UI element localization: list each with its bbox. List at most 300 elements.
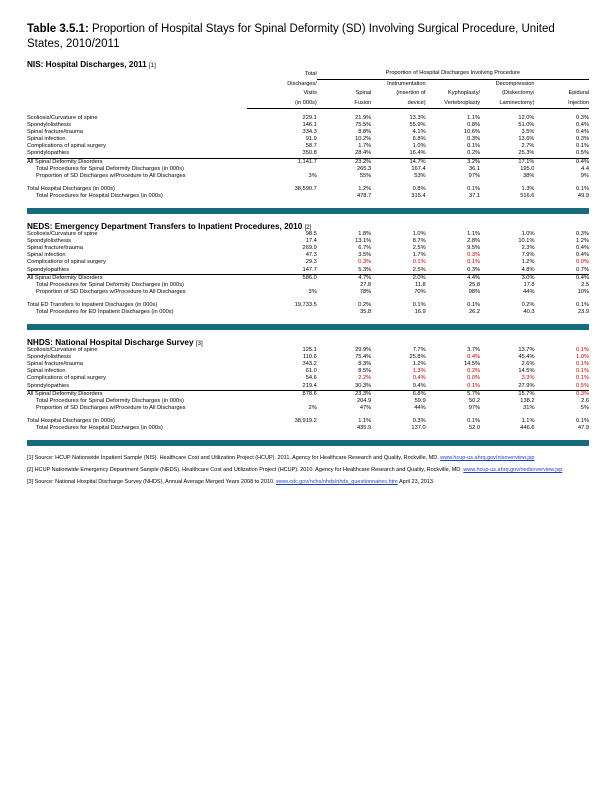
condition-row <box>27 122 589 129</box>
row-label: Complications of spinal surgery <box>27 259 107 266</box>
row-value: 0.3% <box>467 266 481 273</box>
proportion-row <box>27 173 589 180</box>
condition-row <box>27 252 589 259</box>
section-reference: [3] <box>195 340 203 348</box>
row-label: Spondylolisthesis <box>27 238 71 245</box>
row-value: 11.8 <box>415 281 426 288</box>
row-value: 0.4% <box>467 354 481 361</box>
condition-row <box>27 354 589 361</box>
row-value: 478.7 <box>356 192 372 199</box>
header-column: Kyphoplasty/ <box>448 90 481 96</box>
row-label: Total Procedures for Spinal Deformity Discharges (in 000s) <box>36 165 184 172</box>
row-value: 44% <box>414 404 426 411</box>
row-value: 59.9 <box>414 397 426 404</box>
row-value: 5.3% <box>358 266 372 273</box>
row-value: 0.2% <box>467 150 481 157</box>
row-total <box>247 309 317 316</box>
section-divider-bar <box>27 324 589 330</box>
row-value: 137.0 <box>411 425 426 431</box>
row-value: 26.2 <box>469 308 481 315</box>
row-value: 4.8% <box>521 266 535 273</box>
source-link[interactable]: www.hcup-us.ahrq.gov/nisoverview.jsp <box>440 455 535 462</box>
row-label: Spinal infection <box>27 136 66 143</box>
row-value: 0.3% <box>576 136 589 143</box>
row-total: 586.0 <box>247 274 317 282</box>
source-note <box>27 454 589 463</box>
row-value: 0.4% <box>576 122 589 129</box>
total-procedures-row <box>27 309 589 316</box>
row-value: 44% <box>523 288 535 295</box>
proportion-row <box>27 405 589 412</box>
row-label: Total Procedures for Hospital Discharges (in 000s) <box>36 192 163 199</box>
row-value: 13.7% <box>518 347 535 354</box>
header-column: Epidural <box>568 90 589 96</box>
condition-row <box>27 267 589 275</box>
row-value: 45.4% <box>518 354 535 361</box>
row-value: 31% <box>523 404 535 411</box>
row-value: 30.3% <box>355 382 372 389</box>
row-value: 0.1% <box>576 347 589 354</box>
row-total: 2% <box>308 404 317 411</box>
row-label: Scoliosis/Curvature of spine <box>27 115 98 121</box>
header-column: (Diskectomy/ <box>502 90 535 96</box>
section-title <box>27 60 589 69</box>
row-total <box>247 193 317 200</box>
header-column: device) <box>371 99 425 109</box>
row-value: 2.0% <box>371 274 425 282</box>
row-value: 21.9% <box>355 115 372 121</box>
row-value: 1.2% <box>358 185 372 192</box>
row-value: 0.3% <box>358 259 372 266</box>
condition-row <box>27 231 589 238</box>
header-column: Fusion <box>317 99 371 109</box>
row-label: All Spinal Deformity Disorders <box>27 158 247 166</box>
row-total: 91.9 <box>305 136 317 143</box>
source-text: [2] HCUP Nationwide Emergency Department Sample (NEDS). Healthcare Cost and Utilization Project (HCUP). 2010. Agency for Healthcare Research and Quality, Rockville, MD. <box>27 466 464 473</box>
header-row-2 <box>27 79 589 89</box>
data-table <box>27 347 589 432</box>
row-value: 9.4% <box>412 382 426 389</box>
row-value: 13.6% <box>518 136 535 143</box>
row-value: 55.9% <box>409 122 426 129</box>
row-value: 13.1% <box>355 238 372 245</box>
section-divider-bar <box>27 440 589 446</box>
total-procedures-row <box>27 425 589 432</box>
row-value: 0.1% <box>412 259 426 266</box>
row-value: 0.3% <box>467 136 481 143</box>
row-value: 3.3% <box>521 375 535 382</box>
row-value: 25.8% <box>409 354 426 361</box>
source-link[interactable]: www.cdc.gov/nchs/nhds/nhds_questionnaires.htm <box>276 478 398 485</box>
row-label: Total ED Transfers to Inpatient Discharges (in 000s) <box>27 301 158 308</box>
table-number: Table 3.5.1: <box>27 23 89 35</box>
row-total <box>247 166 317 173</box>
row-value: 167.4 <box>411 165 426 172</box>
row-value: 0.4% <box>576 129 589 136</box>
row-label: Complications of spinal surgery <box>27 143 107 150</box>
row-label: Spinal infection <box>27 368 66 375</box>
header-row-3 <box>27 89 589 99</box>
row-label: Total Procedures for Spinal Deformity Discharges (in 000s) <box>36 281 184 288</box>
row-value: 1.0% <box>412 231 426 238</box>
row-value: 3.5% <box>521 129 535 136</box>
condition-row <box>27 383 589 391</box>
row-label: Spinal infection <box>27 252 66 259</box>
condition-row <box>27 129 589 136</box>
row-value: 3.2% <box>426 158 480 166</box>
section-title-text: NIS: Hospital Discharges, 2011 <box>27 60 149 69</box>
row-label: Scoliosis/Curvature of spine <box>27 347 98 354</box>
header-column <box>317 79 371 89</box>
row-value: 0.1% <box>576 143 589 150</box>
row-label: Spinal fracture/trauma <box>27 361 83 368</box>
row-value: 4.4% <box>426 274 480 282</box>
header-column: (insertion of <box>396 90 426 96</box>
row-value: 98% <box>468 288 481 295</box>
condition-row <box>27 245 589 252</box>
row-value: 78% <box>359 288 372 295</box>
row-value: 2.6% <box>521 361 535 368</box>
row-value: 7.7% <box>412 347 426 354</box>
row-value: 14.5% <box>463 361 481 368</box>
row-value: 0.1% <box>576 417 589 424</box>
all-disorders-row <box>27 390 589 398</box>
row-label: Spinal fracture/trauma <box>27 129 83 136</box>
row-value: 97% <box>468 172 481 179</box>
row-value: 25.8 <box>469 281 481 288</box>
header-column: Spinal <box>355 90 372 96</box>
row-value: 0.1% <box>576 185 589 192</box>
header-column <box>534 79 589 89</box>
source-note <box>27 466 589 475</box>
source-note <box>27 478 589 487</box>
row-value: 2.5% <box>412 266 426 273</box>
row-value: 23.3% <box>317 390 371 398</box>
row-value: 0.7% <box>576 266 589 273</box>
row-value: 0.1% <box>576 368 589 375</box>
row-value: 138.2 <box>520 397 535 404</box>
row-value: 37.1 <box>468 192 481 199</box>
row-value: 53% <box>414 172 426 179</box>
row-value: 1.8% <box>358 231 372 238</box>
row-value: 0.4% <box>534 158 589 166</box>
row-value: 6.8% <box>371 390 425 398</box>
section-divider-bar <box>27 208 589 214</box>
row-value: 0.0% <box>467 375 481 382</box>
section-title-text: NEDS: Emergency Department Transfers to Inpatient Procedures, 2010 <box>27 222 305 232</box>
row-value: 0.8% <box>412 185 426 192</box>
header-blank <box>27 99 247 109</box>
row-value: 1.0% <box>576 354 589 361</box>
section-title <box>27 338 589 347</box>
row-value: 0.1% <box>467 259 481 266</box>
row-total: 19,733.5 <box>294 301 317 308</box>
row-total: 58.7 <box>305 143 317 150</box>
condition-row <box>27 259 589 266</box>
row-value: 40.3 <box>523 308 535 315</box>
row-total: 1,141.7 <box>247 158 317 166</box>
row-value: 1.3% <box>521 185 535 192</box>
row-value: 0.1% <box>467 382 481 389</box>
row-value: 1.1% <box>467 231 481 238</box>
row-value: 1.2% <box>521 259 535 266</box>
row-label: All Spinal Deformity Disorders <box>27 390 247 398</box>
header-column <box>426 79 480 89</box>
row-value: 23.2% <box>317 158 371 166</box>
row-total: 269.9 <box>302 245 317 252</box>
all-disorders-row <box>27 274 589 282</box>
row-value: 27.8 <box>360 281 372 288</box>
row-total <box>247 398 317 405</box>
sections-container <box>27 60 589 446</box>
row-value: 2.5% <box>412 245 426 252</box>
header-total: Total <box>304 70 317 77</box>
row-value: 51.0% <box>518 122 535 129</box>
row-total: 878.6 <box>247 390 317 398</box>
header-group-label: Proportion of Hospital Discharges Involving Procedure <box>317 69 589 79</box>
section-title-text: NHDS: National Hospital Discharge Survey <box>27 338 196 348</box>
row-value: 0.4% <box>576 245 589 252</box>
row-value: 8.3% <box>358 361 372 368</box>
row-value: 7.9% <box>521 252 535 259</box>
row-value: 4.7% <box>317 274 371 282</box>
row-label: Spondylolisthesis <box>27 354 71 361</box>
row-total: 17.4 <box>305 238 317 245</box>
section-title <box>27 222 589 231</box>
row-value: 13.3% <box>409 115 426 121</box>
row-value: 29.9% <box>355 347 372 354</box>
row-value: 2.6 <box>581 397 589 404</box>
row-label: Total Procedures for ED Inpatient Discharges (in 000s) <box>36 308 174 315</box>
row-value: 1.2% <box>412 361 426 368</box>
row-value: 0.1% <box>576 301 589 308</box>
row-value: 0.1% <box>412 301 426 308</box>
section-reference: [2] <box>304 224 312 232</box>
procedures-row <box>27 398 589 405</box>
total-procedures-row <box>27 193 589 200</box>
row-total: 110.6 <box>302 354 317 361</box>
row-value: 1.7% <box>412 252 426 259</box>
row-value: 0.8% <box>467 122 481 129</box>
header-total: (in 000s) <box>247 99 317 109</box>
row-value: 14.5% <box>518 368 535 375</box>
row-label: Complications of spinal surgery <box>27 375 107 382</box>
row-value: 0.1% <box>576 361 589 368</box>
row-value: 17.1% <box>480 158 534 166</box>
condition-row <box>27 347 589 354</box>
source-link[interactable]: www.hcup-us.ahrq.gov/nedsoverview.jsp <box>463 466 563 473</box>
source-text: [1] Source: HCUP Nationwide Inpatient Sample (NIS). Healthcare Cost and Utilization Project (HCUP). 2011. Agency for Healthcare Research and Quality, Rockville, MD. <box>27 455 441 462</box>
row-total: 350.8 <box>302 150 317 157</box>
procedures-row <box>27 166 589 173</box>
header-total: Discharges/ <box>287 80 317 87</box>
row-value: 55% <box>359 172 372 179</box>
row-value: 0.0% <box>576 259 589 266</box>
row-label: Total Hospital Discharges (in 000s) <box>27 185 115 192</box>
row-value: 1.2% <box>576 238 589 245</box>
proportion-row <box>27 289 589 296</box>
row-value: 5.7% <box>426 390 480 398</box>
source-date: April 23, 2013. <box>397 478 435 485</box>
row-value: 10.6% <box>463 129 481 136</box>
row-value: 8.8% <box>358 129 372 136</box>
row-value: 70% <box>414 288 426 295</box>
row-value: 10.2% <box>355 136 372 143</box>
row-total: 3% <box>308 288 317 295</box>
row-total: 219.4 <box>302 382 317 389</box>
header-column: Instrumentation <box>387 80 426 87</box>
row-label: All Spinal Deformity Disorders <box>27 274 247 282</box>
condition-row <box>27 115 589 122</box>
sources-footnotes <box>27 454 589 486</box>
row-total: 3% <box>308 172 317 179</box>
row-value: 0.1% <box>467 301 481 308</box>
row-value: 47% <box>359 404 372 411</box>
row-value: 9.5% <box>467 245 481 252</box>
row-value: 0.4% <box>412 375 426 382</box>
row-value: 97% <box>468 404 481 411</box>
row-value: 10% <box>577 288 589 295</box>
row-label: Spondylopathies <box>27 266 70 273</box>
header-column: Vertebroplasty <box>426 99 480 109</box>
row-value: 0.3% <box>467 252 481 259</box>
row-value: 2.7% <box>521 143 535 150</box>
row-label: Total Procedures for Hospital Discharges (in 000s) <box>36 425 163 431</box>
row-value: 6.8% <box>412 136 426 143</box>
header-row-1 <box>27 69 589 79</box>
row-total: 125.1 <box>302 347 317 354</box>
row-value: 0.2% <box>467 368 481 375</box>
data-table <box>27 231 589 316</box>
row-total <box>247 282 317 289</box>
total-discharges-row <box>27 186 589 193</box>
row-label: Total Procedures for Spinal Deformity Discharges (in 000s) <box>36 397 184 404</box>
row-value: 0.5% <box>576 150 589 157</box>
row-value: 8.7% <box>412 238 426 245</box>
data-table <box>27 69 589 200</box>
row-value: 204.9 <box>356 397 372 404</box>
row-value: 1.0% <box>412 143 426 150</box>
row-value: 435.9 <box>356 425 372 431</box>
row-value: 27.9% <box>518 382 535 389</box>
procedures-row <box>27 282 589 289</box>
row-value: 36.1 <box>468 165 481 172</box>
row-value: 0.2% <box>521 301 535 308</box>
row-value: 0.3% <box>576 231 589 238</box>
row-value: 516.6 <box>520 192 535 199</box>
condition-row <box>27 238 589 245</box>
header-blank <box>27 69 247 79</box>
row-value: 0.1% <box>467 143 481 150</box>
row-total: 146.1 <box>302 122 317 129</box>
row-value: 25.3% <box>518 150 535 157</box>
row-value: 1.1% <box>358 417 372 424</box>
header-blank <box>27 79 247 89</box>
row-value: 446.6 <box>520 425 535 431</box>
row-value: 265.3 <box>356 165 372 172</box>
row-value: 75.4% <box>355 354 372 361</box>
condition-row <box>27 150 589 158</box>
row-value: 49.9 <box>577 192 589 199</box>
row-value: 14.7% <box>371 158 425 166</box>
row-total: 47.3 <box>305 252 317 259</box>
row-value: 0.5% <box>576 382 589 389</box>
row-total <box>247 425 317 432</box>
row-value: 315.4 <box>411 192 426 199</box>
header-total: Visits <box>303 90 317 96</box>
row-value: 2.5 <box>581 281 589 288</box>
row-value: 0.1% <box>467 417 481 424</box>
row-label: Spinal fracture/trauma <box>27 245 83 252</box>
header-column: Laminectomy) <box>480 99 534 109</box>
row-value: 0.2% <box>358 301 372 308</box>
row-value: 12.0% <box>518 115 535 121</box>
row-total: 38,919.2 <box>294 417 317 424</box>
row-value: 8.5% <box>358 368 372 375</box>
row-total: 38,590.7 <box>294 185 317 192</box>
row-value: 0.1% <box>576 375 589 382</box>
row-value: 0.3% <box>576 115 589 121</box>
row-value: 1.0% <box>521 231 535 238</box>
row-value: 5% <box>580 404 589 411</box>
row-value: 2.2% <box>358 375 372 382</box>
row-value: 195.0 <box>520 165 535 172</box>
row-value: 47.9 <box>577 425 589 431</box>
row-value: 1.3% <box>412 368 426 375</box>
row-label: Total Hospital Discharges (in 000s) <box>27 417 115 424</box>
total-discharges-row <box>27 302 589 309</box>
row-label: Proportion of SD Discharges w/Procedure to All Discharges <box>36 288 186 295</box>
section-reference: [1] <box>148 62 156 69</box>
table-title-text: Proportion of Hospital Stays for Spinal Deformity (SD) Involving Surgical Procedure, United States, 2010/2011 <box>27 23 555 50</box>
row-value: 10.1% <box>518 238 535 245</box>
row-value: 0.1% <box>467 185 481 192</box>
row-total: 229.1 <box>302 115 317 121</box>
row-value: 1.1% <box>467 115 481 121</box>
header-row-4 <box>27 99 589 109</box>
row-total: 61.0 <box>305 368 317 375</box>
header-column: Injection <box>534 99 589 109</box>
row-label: Proportion of SD Discharges w/Procedure to All Discharges <box>36 172 186 179</box>
row-value: 1.1% <box>521 417 535 424</box>
row-value: 3.7% <box>467 347 481 354</box>
condition-row <box>27 136 589 143</box>
report-page <box>27 22 589 489</box>
condition-row <box>27 375 589 382</box>
row-value: 15.7% <box>480 390 534 398</box>
row-value: 0.4% <box>576 252 589 259</box>
condition-row <box>27 361 589 368</box>
row-total: 54.6 <box>305 375 317 382</box>
row-value: 23.9 <box>577 308 589 315</box>
source-text: [3] Source: National Hospital Discharge Survey (NHDS), Annual Average Merged Years 2008 to 2010. <box>27 478 277 485</box>
row-value: 2.8% <box>467 238 481 245</box>
row-value: 0.3% <box>535 390 589 398</box>
row-value: 3.5% <box>358 252 372 259</box>
table-title <box>27 22 589 52</box>
row-value: 1.7% <box>358 143 372 150</box>
row-value: 16.4% <box>409 150 426 157</box>
row-total: 29.3 <box>305 259 317 266</box>
row-value: 0.4% <box>535 274 589 282</box>
total-discharges-row <box>27 418 589 425</box>
row-value: 9% <box>580 172 589 179</box>
row-value: 38% <box>523 172 535 179</box>
row-value: 6.7% <box>358 245 372 252</box>
row-value: 4.4 <box>581 165 589 172</box>
header-blank <box>27 89 247 99</box>
row-total: 98.5 <box>305 231 317 238</box>
